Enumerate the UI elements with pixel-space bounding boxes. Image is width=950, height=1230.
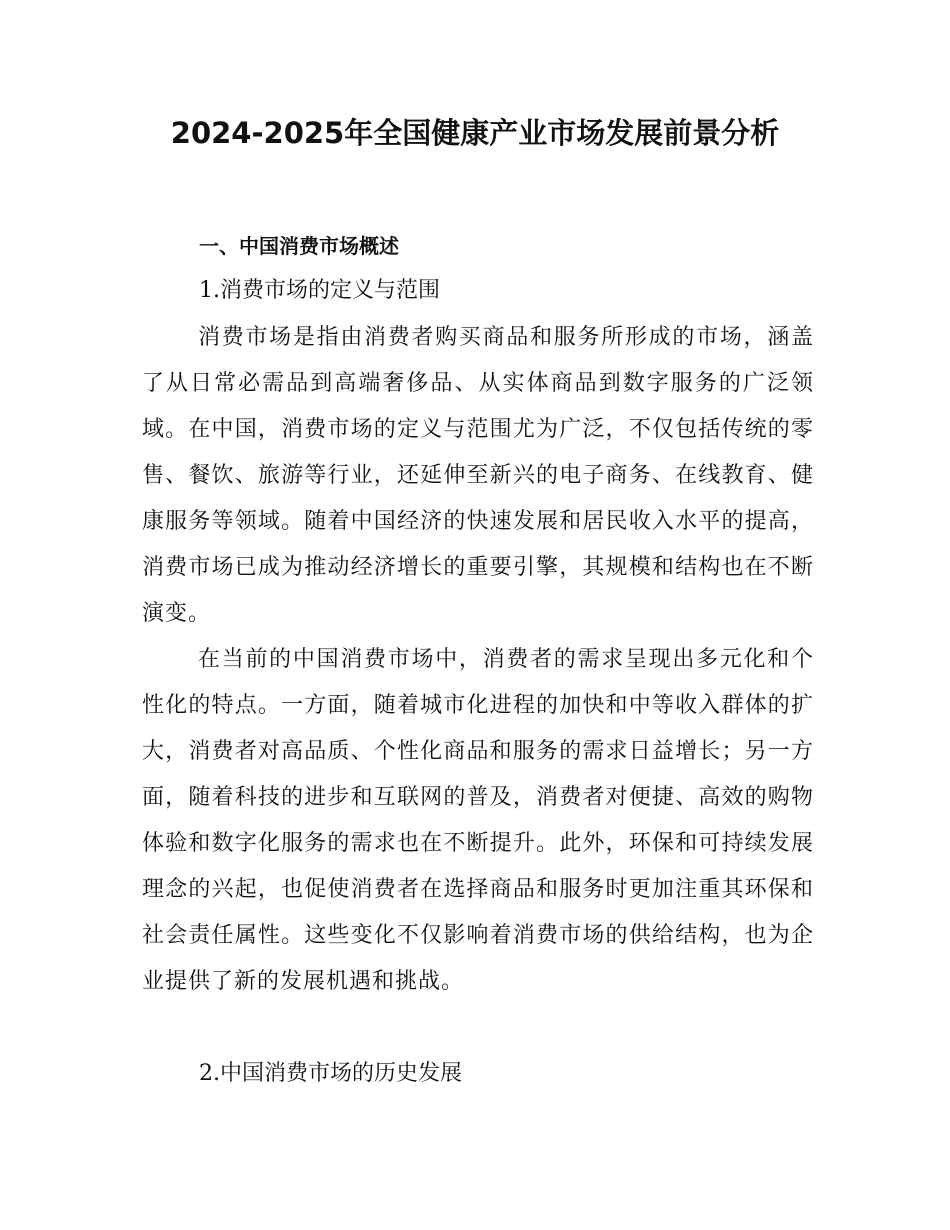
- section-heading: 一、中国消费市场概述: [199, 234, 399, 258]
- subsection-heading-2: 2.中国消费市场的历史发展: [199, 1061, 462, 1086]
- document-title: 2024-2025年全国健康产业市场发展前景分析: [170, 116, 780, 150]
- body-paragraph-1: 消费市场是指由消费者购买商品和服务所形成的市场，涵盖了从日常必需品到高端奢侈品、从实体商品到数字服务的广泛领域。在中国，消费市场的定义与范围尤为广泛，不仅包括传统的零售、餐饮、旅游等行业，还延伸至新兴的电子商务、在线教育、健康服务等领域。随着中国经济的快速发展和居民收入水平的提高，消费市场已成为推动经济增长的重要引擎，其规模和结构也在不断演变。: [142, 325, 814, 626]
- subsection-heading-1: 1.消费市场的定义与范围: [199, 278, 440, 303]
- body-paragraph-2: 在当前的中国消费市场中，消费者的需求呈现出多元化和个性化的特点。一方面，随着城市化进程的加快和中等收入群体的扩大，消费者对高品质、个性化商品和服务的需求日益增长；另一方面，随着科技的进步和互联网的普及，消费者对便捷、高效的购物体验和数字化服务的需求也在不断提升。此外，环保和可持续发展理念的兴起，也促使消费者在选择商品和服务时更加注重其环保和社会责任属性。这些变化不仅影响着消费市场的供给结构，也为企业提供了新的发展机遇和挑战。: [142, 647, 814, 994]
